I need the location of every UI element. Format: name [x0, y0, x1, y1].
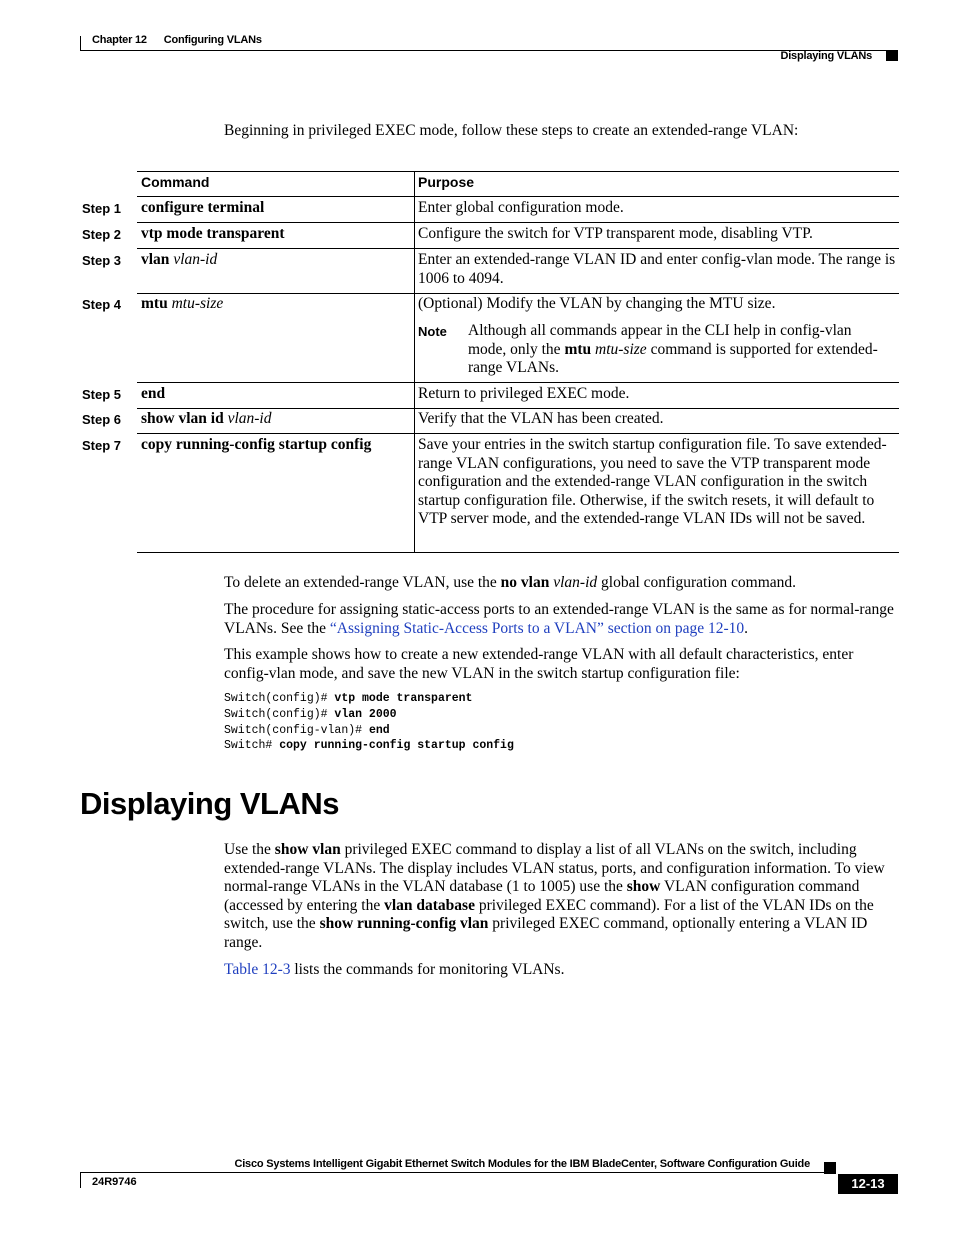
command-keyword: vtp mode transparent	[141, 225, 285, 242]
code-line	[224, 691, 514, 707]
footer-book-title: Cisco Systems Intelligent Gigabit Ethernet Switch Modules for the IBM BladeCenter, Software Configuration Guide	[234, 1158, 810, 1170]
command-keyword: configure terminal	[141, 199, 265, 216]
code-line	[224, 723, 514, 739]
step-label: Step 2	[82, 227, 122, 242]
text-run: privileged EXEC command). For a list of the VLAN IDs on the switch, use the	[224, 896, 874, 933]
code-line	[224, 738, 514, 754]
code-line	[224, 707, 514, 723]
step-purpose: Configure the switch for VTP transparent mode, disabling VTP.	[418, 225, 813, 242]
code-command: vlan 2000	[334, 707, 397, 721]
note-argument: mtu-size	[595, 340, 647, 358]
section-title: Displaying VLANs	[80, 786, 339, 821]
step-purpose: Verify that the VLAN has been created.	[418, 410, 664, 427]
table-bottom-rule	[137, 552, 899, 553]
note-text-part: command is supported for extended-range VLANs.	[468, 340, 878, 377]
procedure-paragraph	[224, 601, 898, 638]
cross-reference-link[interactable]: “Assigning Static-Access Ports to a VLAN” section on page 12-10	[329, 619, 745, 637]
command-keyword: end	[141, 385, 166, 402]
note-label: Note	[418, 324, 447, 339]
step-label: Step 4	[82, 297, 122, 312]
column-divider	[414, 171, 415, 553]
command-keyword: vlan	[141, 251, 170, 268]
step-label: Step 6	[82, 412, 122, 427]
running-header-left	[92, 34, 262, 46]
table-top-rule	[137, 171, 899, 172]
command-argument: mtu-size	[171, 295, 224, 312]
note-text-part: Although all commands appear in the CLI help in config-vlan mode, only the	[468, 322, 852, 358]
step-label: Step 1	[82, 201, 122, 216]
text-run: lists the commands for monitoring VLANs.	[290, 961, 565, 978]
footer-doc-number: 24R9746	[92, 1176, 137, 1188]
step-purpose: Enter an extended-range VLAN ID and enter config-vlan mode. The range is 1006 to 4094.	[418, 251, 896, 287]
step-command	[141, 225, 411, 244]
step-purpose: Enter global configuration mode.	[418, 199, 624, 216]
row-rule	[137, 382, 899, 383]
note-text	[468, 322, 888, 378]
code-prompt: Switch#	[224, 739, 280, 753]
running-header-section: Displaying VLANs	[780, 50, 872, 62]
row-rule	[137, 408, 899, 409]
command-keyword: vlan database	[384, 896, 475, 914]
example-paragraph: This example shows how to create a new extended-range VLAN with all default characteristics, enter config-vlan mode, and save the new VLAN in the switch startup configuration file:	[224, 646, 854, 682]
row-rule	[137, 293, 899, 294]
command-keyword: show vlan	[274, 841, 341, 858]
column-header-purpose: Purpose	[418, 174, 475, 190]
code-command: copy running-config startup config	[279, 739, 514, 753]
display-vlans-paragraph	[224, 841, 898, 953]
command-keyword: mtu	[141, 295, 168, 312]
code-prompt: Switch(config-vlan)#	[224, 723, 369, 737]
delete-vlan-paragraph	[224, 574, 898, 593]
step-command	[141, 251, 411, 270]
chapter-title: Configuring VLANs	[163, 34, 262, 46]
row-rule	[137, 433, 899, 434]
command-argument: vlan-id	[553, 574, 598, 591]
command-keyword: copy running-config startup config	[141, 436, 372, 453]
column-header-command: Command	[141, 174, 210, 190]
header-row-rule	[137, 196, 899, 197]
page-number: 12-13	[838, 1174, 898, 1194]
row-rule	[137, 222, 899, 223]
footer-rule	[80, 1172, 830, 1173]
command-keyword: show vlan id	[141, 410, 224, 427]
step-command	[141, 410, 411, 429]
text-run: To delete an extended-range VLAN, use the	[224, 574, 501, 591]
intro-paragraph: Beginning in privileged EXEC mode, follow these steps to create an extended-range VLAN:	[224, 122, 799, 139]
header-rule	[80, 50, 898, 51]
code-prompt: Switch(config)#	[224, 707, 335, 721]
header-marker-block	[886, 51, 898, 61]
text-run: Use the	[224, 841, 275, 858]
step-label: Step 7	[82, 438, 122, 453]
step-command	[141, 295, 411, 314]
code-example	[224, 691, 514, 754]
text-run: The procedure for assigning static-access ports to an extended-range VLAN is the same as for normal-range VLANs. See the	[224, 601, 894, 637]
table-reference-paragraph	[224, 961, 898, 980]
text-run: .	[744, 619, 749, 637]
step-purpose: (Optional) Modify the VLAN by changing the MTU size.	[418, 295, 776, 312]
header-rule-vertical	[80, 36, 81, 50]
text-run: global configuration command.	[597, 574, 797, 591]
step-label: Step 5	[82, 387, 122, 402]
code-command: end	[368, 723, 390, 737]
step-command	[141, 385, 411, 404]
note-keyword: mtu	[564, 340, 592, 358]
text-run: VLAN configuration command (accessed by entering the	[224, 878, 860, 914]
text-run: privileged EXEC command, optionally entering a VLAN ID range.	[224, 915, 868, 951]
text-run: privileged EXEC command to display a list of all VLANs on the switch, including extended-range VLANs. The display includes VLAN status, ports, and configuration information. To view normal-range VLANs in the VLAN database (1 to 1005) use the	[224, 841, 885, 896]
row-rule	[137, 248, 899, 249]
command-keyword: show	[626, 878, 661, 896]
step-purpose: Save your entries in the switch startup configuration file. To save extended-range VLAN configurations, you need to save the VTP transparent mode configuration and the extended-range VLAN configuration in the switch startup configuration file. Otherwise, if the switch resets, it will default to VTP server mode, and the extended-range VLAN IDs will not be saved.	[418, 436, 887, 528]
table-reference-link[interactable]: Table 12-3	[224, 961, 291, 978]
step-label: Step 3	[82, 253, 122, 268]
command-argument: vlan-id	[173, 251, 218, 268]
code-prompt: Switch(config)#	[224, 692, 335, 705]
step-command	[141, 199, 411, 218]
command-keyword: show running-config vlan	[319, 915, 489, 933]
step-purpose: Return to privileged EXEC mode.	[418, 385, 630, 402]
command-argument: vlan-id	[227, 410, 272, 427]
step-command	[141, 436, 411, 455]
chapter-number: Chapter 12	[92, 34, 147, 46]
footer-rule-vertical	[80, 1172, 81, 1188]
code-command: vtp mode transparent	[334, 692, 473, 705]
command-keyword: no vlan	[500, 574, 550, 591]
